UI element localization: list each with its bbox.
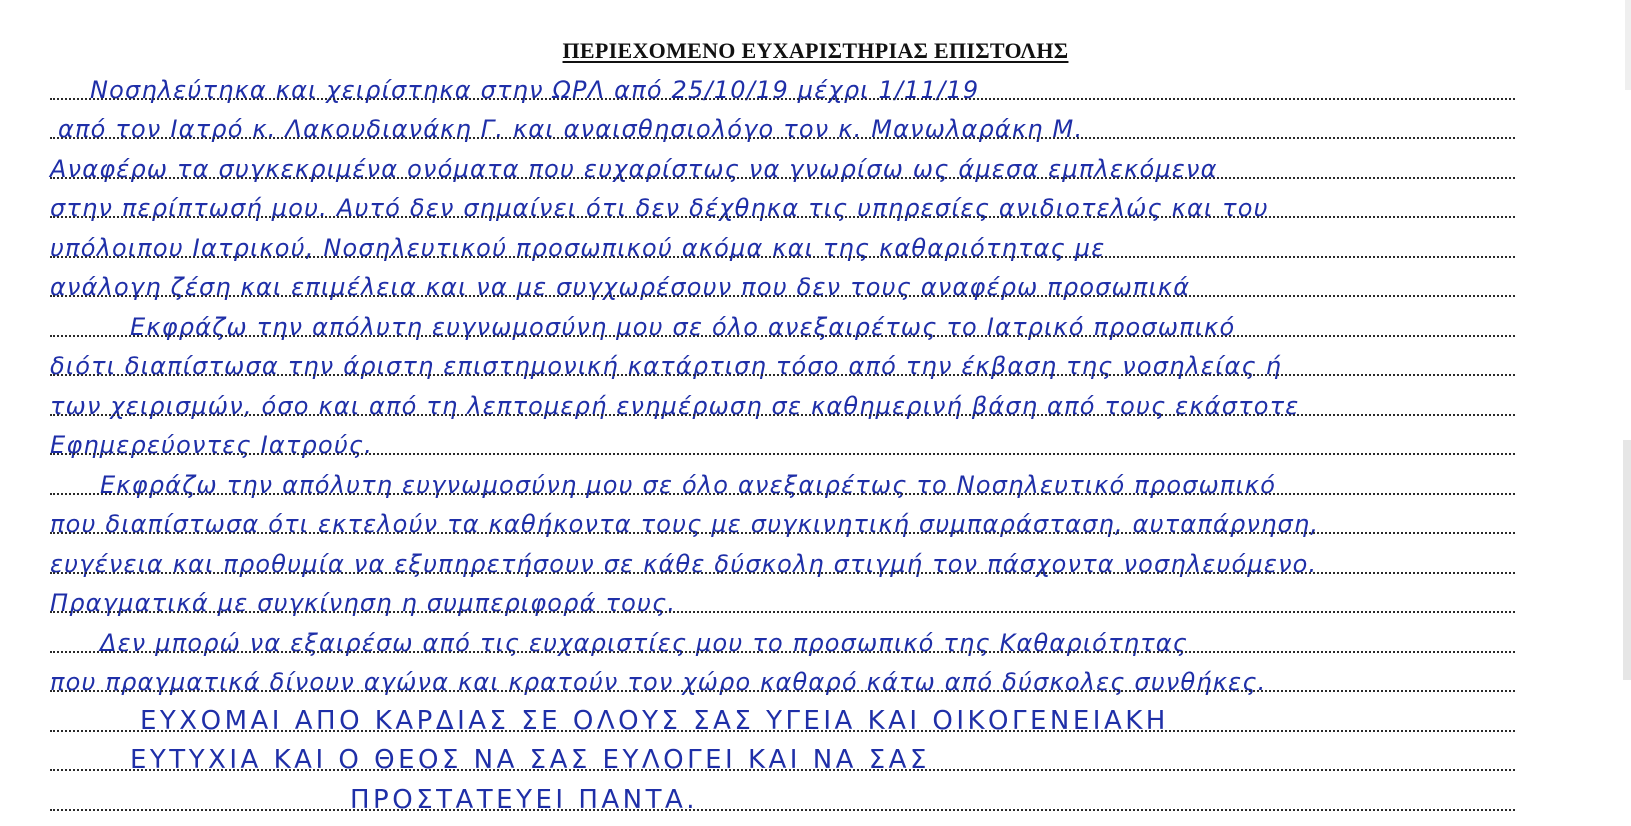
dotted-line [50,264,1515,304]
handwritten-text: Εφημερεύοντες Ιατρούς. [50,431,374,459]
dotted-line [50,540,1515,580]
handwritten-text: που διαπίστωσα ότι εκτελούν τα καθήκοντα τους με συγκινητική συμπαράσταση, αυταπάρνηση, [50,510,1320,538]
dotted-line [50,698,1515,738]
dotted-line [50,382,1515,422]
handwritten-text: ΕΥΤΥΧΙΑ ΚΑΙ Ο ΘΕΟΣ ΝΑ ΣΑΣ ΕΥΛΟΓΕΙ ΚΑΙ ΝΑ ΣΑΣ [130,745,930,775]
handwritten-text: των χειρισμών, όσο και από τη λεπτομερή ενημέρωση σε καθημερινή βάση από τους εκάστοτε [50,391,1300,420]
letter-title [0,38,1631,64]
dotted-line [50,461,1515,501]
scan-edge-shadow [1623,440,1631,680]
handwritten-text: που πραγματικά δίνουν αγώνα και κρατούν τον χώρο καθαρό κάτω από δύσκολες συνθήκες. [50,668,1267,696]
dotted-line [50,145,1515,185]
handwritten-text: ανάλογη ζέση και επιμέλεια και να με συγχωρέσουν που δεν τους αναφέρω προσωπικά [50,273,1191,301]
handwritten-text: ευγένεια και προθυμία να εξυπηρετήσουν σε κάθε δύσκολη στιγμή τον πάσχοντα νοσηλευόμενο. [50,549,1318,578]
handwritten-text: Νοσηλεύτηκα και χειρίστηκα στην ΩΡΛ από 25/10/19 μέχρι 1/11/19 [90,75,980,104]
handwritten-text: διότι διαπίστωσα την άριστη επιστημονική κατάρτιση τόσο από την έκβαση της νοσηλείας ή [50,352,1283,380]
handwritten-text: από τον Ιατρό κ. Λακουδιανάκη Γ. και αναισθησιολόγο τον κ. Μανωλαράκη Μ. [58,115,1084,143]
handwritten-text: Αναφέρω τα συγκεκριμένα ονόματα που ευχαρίστως να γνωρίσω ως άμεσα εμπλεκόμενα [50,154,1218,183]
dotted-line [50,185,1515,225]
dotted-line [50,738,1515,778]
handwritten-text: Εκφράζω την απόλυτη ευγνωμοσύνη μου σε όλο ανεξαιρέτως το Ιατρικό προσωπικό [130,312,1236,341]
handwritten-text: Πραγματικά με συγκίνηση η συμπεριφορά τους. [50,589,677,617]
handwritten-text: στην περίπτωσή μου. Αυτό δεν σημαίνει ότι δεν δέχθηκα τις υπηρεσίες ανιδιοτελώς και του [50,194,1269,222]
letter-title-text: ΠΕΡΙΕΧΟΜΕΝΟ ΕΥΧΑΡΙΣΤΗΡΙΑΣ ΕΠΙΣΤΟΛΗΣ [562,38,1069,63]
dotted-line [50,422,1515,462]
dotted-line [50,106,1515,146]
dotted-line [50,66,1515,106]
dotted-line [50,777,1515,817]
handwritten-text: υπόλοιπου Ιατρικού, Νοσηλευτικού προσωπικού ακόμα και της καθαριότητας με [50,233,1106,262]
ruled-lines [50,66,1515,817]
dotted-line [50,501,1515,541]
handwritten-text: Εκφράζω την απόλυτη ευγνωμοσύνη μου σε όλο ανεξαιρέτως το Νοσηλευτικό προσωπικό [100,470,1277,499]
dotted-line [50,619,1515,659]
handwritten-text: Δεν μπορώ να εξαιρέσω από τις ευχαριστίες μου το προσωπικό της Καθαριότητας [100,628,1189,657]
handwritten-text: ΠΡΟΣΤΑΤΕΥΕΙ ΠΑΝΤΑ. [350,784,699,815]
dotted-line [50,659,1515,699]
handwritten-text: ΕΥΧΟΜΑΙ ΑΠΟ ΚΑΡΔΙΑΣ ΣΕ ΟΛΟΥΣ ΣΑΣ ΥΓΕΙΑ ΚΑΙ ΟΙΚΟΓΕΝΕΙΑΚΗ [140,705,1169,736]
dotted-line [50,343,1515,383]
dotted-line [50,303,1515,343]
dotted-line [50,580,1515,620]
dotted-line [50,224,1515,264]
